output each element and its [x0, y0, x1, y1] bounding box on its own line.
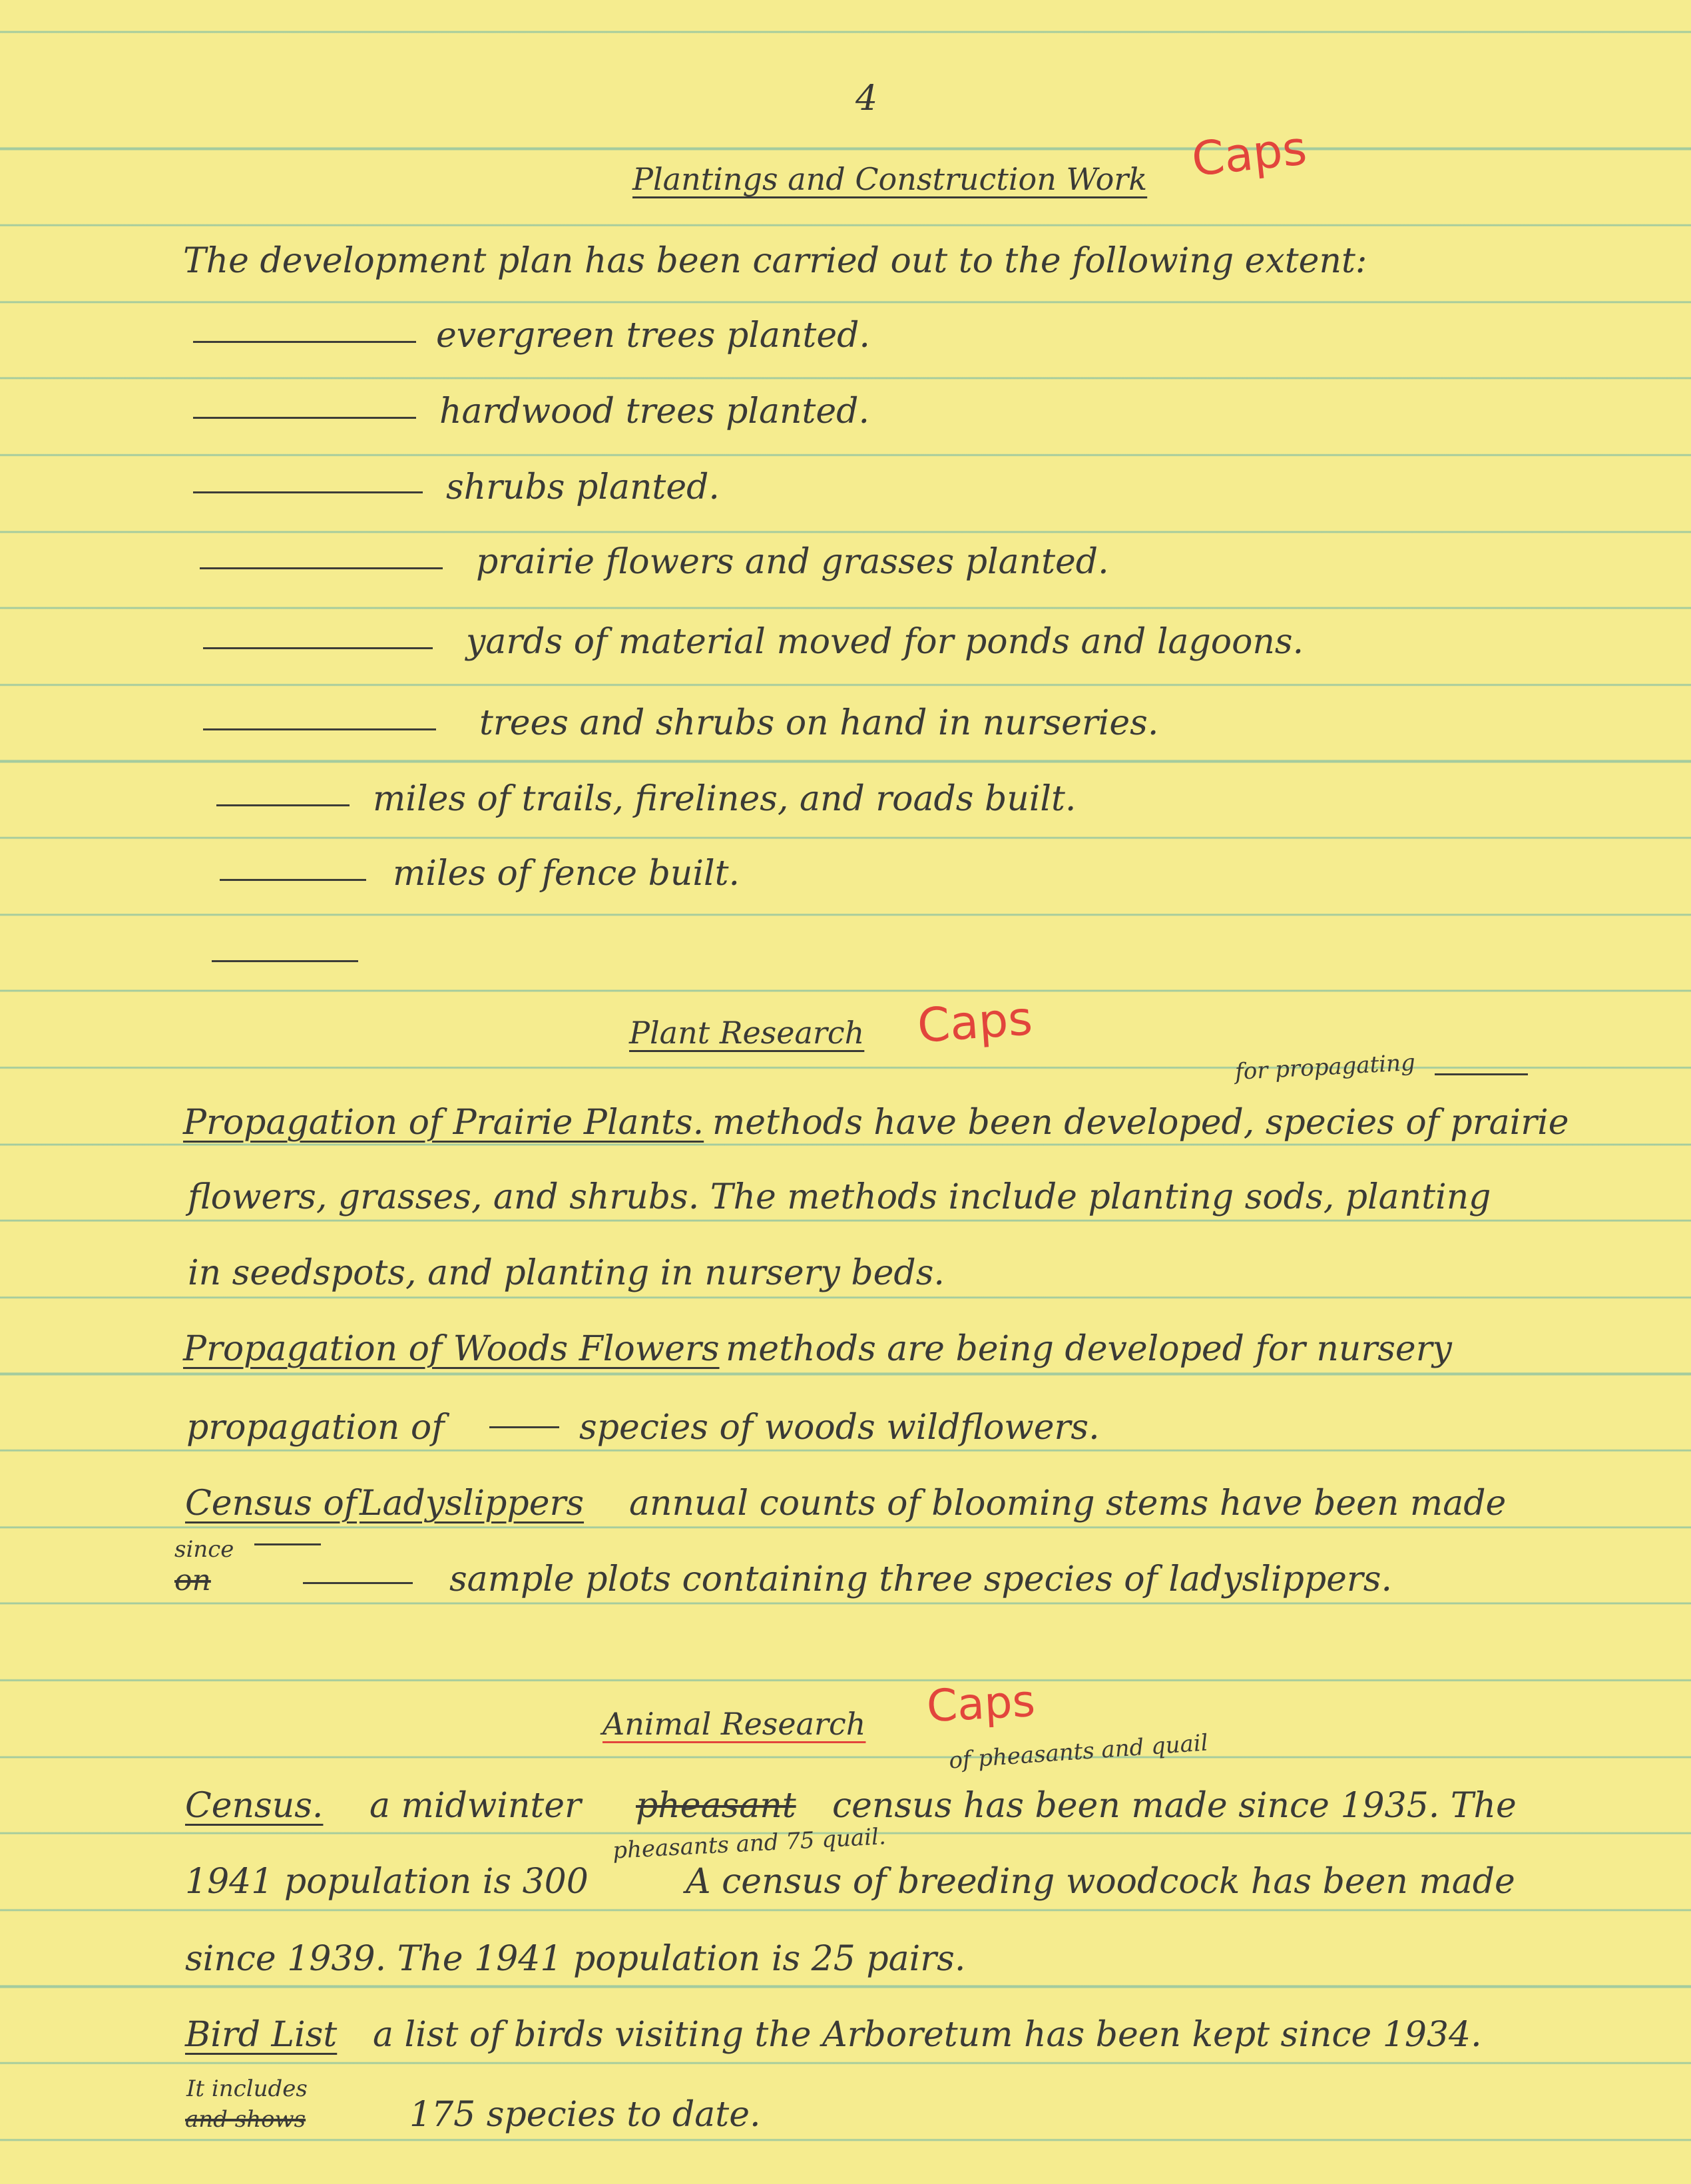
- paragraph-line: flowers, grasses, and shrubs. The methods include planting sods, planting: [188, 1177, 1491, 1217]
- plantings-intro: The development plan has been carried out to the following extent:: [183, 241, 1367, 281]
- paragraph-line: methods are being developed for nursery: [726, 1329, 1452, 1369]
- paragraph-line: species of woods wildflowers.: [579, 1408, 1100, 1448]
- planting-item: shrubs planted.: [446, 467, 720, 507]
- paragraph-line: 175 species to date.: [409, 2095, 761, 2135]
- subsection-label: Census of: [185, 1484, 357, 1523]
- paragraph-line: propagation of: [186, 1408, 445, 1448]
- subsection-label: Census.: [185, 1786, 324, 1826]
- blank-line: [489, 1426, 559, 1428]
- struck-text: and shows: [185, 2106, 306, 2133]
- planting-item: hardwood trees planted.: [439, 392, 869, 431]
- struck-text: on: [174, 1563, 211, 1597]
- section-title-plantings: Plantings and Construction Work: [632, 161, 1148, 197]
- blank-line: [216, 804, 350, 806]
- subsection-label: Ladyslippers: [360, 1484, 585, 1523]
- caps-mark: Caps: [1189, 121, 1310, 187]
- planting-item: miles of trails, firelines, and roads built.: [373, 779, 1077, 819]
- insert-note: pheasants and 75 quail.: [612, 1823, 887, 1864]
- blank-line: [193, 417, 416, 419]
- blank-line: [193, 341, 416, 343]
- page-number: 4: [855, 79, 878, 119]
- blank-line: [303, 1582, 413, 1584]
- blank-line: [203, 728, 436, 730]
- blank-line: [193, 491, 423, 493]
- struck-text: pheasant: [636, 1786, 796, 1826]
- paragraph-line: a list of birds visiting the Arboretum has been kept since 1934.: [373, 2015, 1482, 2055]
- caps-mark: Caps: [915, 991, 1035, 1053]
- section-title-plant-research: Plant Research: [629, 1015, 865, 1051]
- planting-item: trees and shrubs on hand in nurseries.: [479, 703, 1159, 743]
- paragraph-line: annual counts of blooming stems have been made: [629, 1484, 1507, 1523]
- blank-line: [220, 879, 366, 881]
- planting-item: evergreen trees planted.: [436, 316, 870, 356]
- caps-mark: Caps: [925, 1675, 1037, 1733]
- paragraph-line: a midwinter: [369, 1786, 581, 1826]
- paragraph-line: census has been made since 1935. The: [832, 1786, 1517, 1826]
- insert-note: of pheasants and quail: [948, 1729, 1209, 1774]
- subsection-label: Propagation of Prairie Plants.: [183, 1103, 704, 1143]
- blank-line: [254, 1543, 321, 1545]
- subsection-label: Bird List: [185, 2015, 338, 2055]
- paragraph-line: in seedspots, and planting in nursery beds.: [188, 1253, 945, 1293]
- blank-line: [203, 647, 433, 649]
- planting-item: prairie flowers and grasses planted.: [476, 542, 1109, 582]
- paragraph-line: A census of breeding woodcock has been made: [686, 1862, 1515, 1902]
- planting-item: miles of fence built.: [393, 854, 740, 894]
- blank-line: [212, 960, 358, 962]
- insert-note: since: [174, 1536, 234, 1563]
- paragraph-line: since 1939. The 1941 population is 25 pairs.: [185, 1939, 966, 1979]
- insert-note: It includes: [186, 2075, 308, 2102]
- blank-line: [1435, 1073, 1528, 1075]
- paragraph-line: methods have been developed, species of prairie: [712, 1103, 1569, 1143]
- planting-item: yards of material moved for ponds and lagoons.: [466, 622, 1304, 662]
- section-title-animal-research: Animal Research: [603, 1706, 866, 1742]
- paragraph-line: sample plots containing three species of ladyslippers.: [449, 1559, 1392, 1599]
- blank-line: [200, 567, 443, 569]
- paragraph-line: 1941 population is 300: [185, 1862, 589, 1902]
- subsection-label: Propagation of Woods Flowers: [183, 1329, 720, 1369]
- insert-note: for propagating: [1234, 1049, 1416, 1086]
